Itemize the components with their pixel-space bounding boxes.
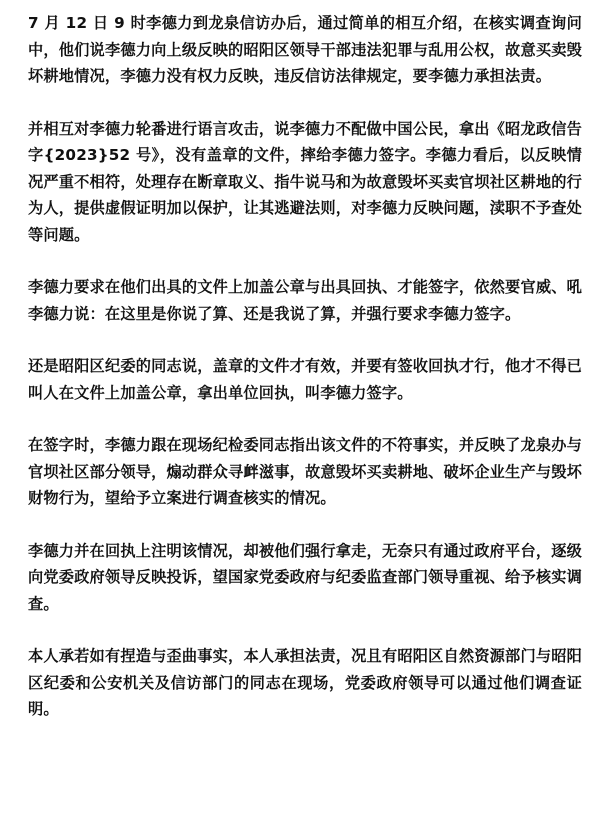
paragraph-7: 本人承若如有捏造与歪曲事实，本人承担法责，况且有昭阳区自然资源部门与昭阳区纪委和公安机关及信访部门的同志在现场，党委政府领导可以通过他们调查证明。: [28, 647, 582, 718]
paragraph-5: 在签字时，李德力跟在现场纪检委同志指出该文件的不符事实，并反映了龙泉办与官坝社区部分领导，煽动群众寻衅滋事，故意毁坏买卖耕地、破坏企业生产与毁坏财物行为，望给予立案进行调查核实的情况。: [28, 436, 582, 507]
paragraph-1: 7 月 12 日 9 时李德力到龙泉信访办后，通过简单的相互介绍，在核实调查询问中，他们说李德力向上级反映的昭阳区领导干部违法犯罪与乱用公权，故意买卖毁坏耕地情况，李德力没有权力反映，违反信访法律规定，要李德力承担法责。: [28, 14, 582, 85]
paragraph-6: 李德力并在回执上注明该情况，却被他们强行拿走，无奈只有通过政府平台，逐级向党委政府领导反映投诉，望国家党委政府与纪委监查部门领导重视、给予核实调查。: [28, 541, 582, 613]
document-body: [28, 10, 582, 723]
paragraph-2: 并相互对李德力轮番进行语言攻击，说李德力不配做中国公民，拿出《昭龙政信告字{2023}52 号》，没有盖章的文件，摔给李德力签字。李德力看后，以反映情况严重不相符，处理存在断章取义、指牛说马和为故意毁坏买卖官坝社区耕地的行为人，提供虚假证明加以保护，让其逃避法则，对李德力反映问题，渎职不予查处等问题。: [28, 119, 582, 244]
paragraph-3: 李德力要求在他们出具的文件上加盖公章与出具回执、才能签字，依然要官威、吼李德力说：在这里是你说了算、还是我说了算，并强行要求李德力签字。: [28, 278, 582, 323]
paragraph-4: 还是昭阳区纪委的同志说，盖章的文件才有效，并要有签收回执才行，他才不得已叫人在文件上加盖公章，拿出单位回执，叫李德力签字。: [28, 357, 582, 402]
